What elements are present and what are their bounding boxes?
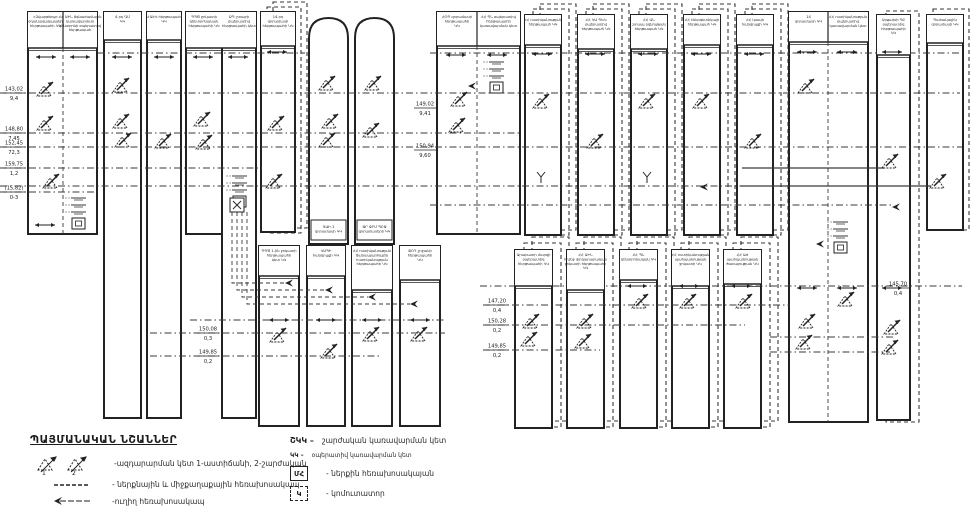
elevation-label-top: 147,20 — [487, 298, 507, 305]
elevation-label-top: 149,85 — [198, 349, 218, 356]
column-23 — [789, 12, 868, 422]
column-1 — [104, 12, 141, 418]
column-header-text: Արարատի մարզի օպերատիվ հերթապահի ԿԿ — [516, 253, 551, 266]
elevation-label-top: (15,82) — [4, 185, 24, 192]
column-header-text: ՀՀ ԿԱ ՊԵԿ օպերատիվ հերթապահ ԿԿ — [581, 18, 611, 31]
elevation-label-bottom: 0,4 — [492, 308, 502, 314]
abbr-kk-text: օպերատիվ կառավարման կետ — [311, 452, 412, 459]
column-header-text: ՀՀ ոստիկանության պահպանության ջոկատի ԿԿ — [671, 253, 710, 266]
elevation-label-bottom: 72,3 — [8, 150, 20, 156]
internal-phone-box-icon — [72, 218, 85, 229]
elevation-label-top: 145,70 — [888, 281, 908, 288]
column-header-text: ՀՀ ԱՆ շտապ օգնության հերթապահ ԿԿ — [632, 18, 666, 31]
column-header-text: ՀՀ կապի հանգույցի ԿԿ — [741, 18, 769, 27]
abbr-switchboard-text: - կոմուտատոր — [326, 489, 385, 498]
elevation-label-top: 150,28 — [487, 318, 507, 325]
column-header-text: ՀՀ ոստիկանության ճանապարհային ոստիկանության հերթապահի ԿԿ — [353, 249, 391, 267]
column-2 — [147, 12, 181, 418]
internal-phone-box-icon: ՄՀ — [290, 466, 308, 481]
elevation-label-bottom: 0,2 — [203, 359, 213, 365]
elevation-label-bottom: 0,2 — [492, 328, 502, 334]
abbr-shkk-text: շարժական կառավարման կետ — [321, 436, 447, 445]
column-24 — [877, 15, 910, 420]
column-header-text: ՀՀ էներգետիկայի հերթապահ ԿԿ — [684, 18, 720, 27]
legend-title: ՊԱՅՄԱՆԱԿԱՆ ՆՇԱՆՆԵՐ — [30, 434, 177, 446]
column-header-text: ՔՊ շտաբի օպերատիվ հերթապահի կետ — [222, 15, 256, 28]
column-header-text: ՀՀ ոստիկանության հերթապահ ԿԿ — [524, 18, 562, 27]
alert-triangle-pair-icon — [32, 450, 94, 476]
column-header-text: ԿԱՊԻ հանգույցի ԿԿ — [312, 249, 340, 258]
dashed-line-icon — [52, 481, 92, 489]
abbr-shkk-key: ՇԿԿ – — [290, 436, 314, 445]
column-12 — [684, 15, 720, 235]
elevation-label-top: 149,02 — [415, 101, 435, 108]
column-header-text: ՊՊԾ ջոկատի կենտրոնական հերթապահի ԿԿ — [188, 15, 220, 28]
column-header-text: ՀՀ ՊՆ կենտրոնական ԿԿ — [620, 253, 657, 262]
column-7 — [355, 18, 394, 244]
arch-bottom-label-text: ԳԱԻ-1 զորամասի ԿԿ — [314, 225, 343, 234]
elevation-label-top: 149,85 — [487, 343, 507, 350]
internal-phone-box-icon — [490, 82, 503, 93]
elevation-label-bottom: 1,2 — [9, 171, 19, 177]
elevation-label-bottom: 0,3 — [203, 336, 213, 342]
arrow-line-icon — [52, 496, 92, 506]
elevation-label-top: 152,45 — [4, 140, 24, 147]
column-header-text: «Զվարթնոց» օդանավակայանի հերթապահի ԿԿ — [28, 15, 63, 28]
column-header-text: Պահակային զորամասի ԿԿ — [931, 18, 959, 27]
elevation-label-top: 143,02 — [4, 86, 24, 93]
abbr-phone-text: - ներքին հեռախոսակայան — [326, 469, 435, 478]
elevation-label-bottom: 0,4 — [893, 291, 903, 297]
switchboard-box-icon: Կ — [290, 486, 308, 501]
abbr-kk-key: ԿԿ – — [290, 452, 304, 459]
arch-bottom-label-text: ՋՐ ՋՐՄ ՊԲՋ զորամասերի ԿԿ — [358, 225, 391, 234]
elevation-label-top: 159,75 — [4, 161, 24, 168]
column-9 — [525, 15, 561, 235]
column-header-text: ՊՊԾ 1-ին ջոկատի հերթապահի կետ ԿԿ — [261, 249, 297, 262]
elevation-label-bottom: 0,2 — [492, 353, 502, 359]
column-header-text: ՀՀ ԱԻՆ ճգնաժամային կառավարման կենտրոնի օպերատիվ հերթապահ — [58, 15, 102, 33]
column-4 — [222, 12, 256, 418]
legend-num-1: 1 — [42, 470, 46, 476]
column-header-text: 14 զորամասի ԿԿ — [794, 15, 823, 24]
internal-phone-box-icon — [834, 242, 847, 253]
elevation-label-bottom: 9,4 — [9, 96, 19, 102]
elevation-label-bottom: 7,45 — [8, 136, 20, 142]
legend — [28, 432, 958, 508]
column-header-text: ՀՀ ոստիկանության օպերատիվ կառավարման կետ — [829, 15, 867, 28]
column-6 — [309, 18, 348, 244]
column-header-text: ՋՕԴ շրջանի հերթապահի ԿԿ — [407, 249, 433, 262]
column-header-text: 4-րդ ԳՄ ԿԿ — [115, 15, 130, 24]
elevation-label-bottom: 9,60 — [419, 153, 431, 159]
column-header-text: ՀՕՊ զորամասի հերթապահի ԿԿ — [441, 15, 473, 28]
column-13 — [737, 15, 773, 235]
legend-item-3-text: -ուղիղ հեռախոսակապ — [112, 496, 205, 506]
column-header-text: ՀՀ ԱԻՆ հրշեջ փրկարարական ջոկատի հերթապահի ԿԿ — [564, 253, 607, 271]
column-header-text: ՀՀ ՊՆ օպերատիվ հերթապահի կառավարման կետ — [480, 15, 517, 28]
elevation-label-bottom: 9,41 — [419, 111, 431, 117]
column-25 — [927, 15, 963, 230]
legend-item-1-text: -ազդարարման կետ 1-աստիճանի, 2-շարժական — [114, 458, 307, 468]
legend-item-2-text: - ներքնային և միջքաղաքային հեռախոսակապ — [112, 480, 300, 489]
elevation-label-top: 150,08 — [198, 326, 218, 333]
column-header-text: 14-րդ զորամասի հերթապահի ԿԿ — [262, 15, 294, 28]
elevation-label-top: 148,80 — [4, 126, 24, 133]
column-header-text: ՀՀ ԱԺ պահպանության ծառայության ԿԿ — [726, 253, 759, 266]
column-header-text: ՀԱԷԿ հերթապահ ԿԿ — [147, 15, 181, 24]
elevation-label-top: 150,94 — [415, 143, 435, 150]
elevation-label-bottom: 0-3 — [9, 195, 19, 201]
legend-num-2: 2 — [72, 470, 76, 476]
column-header-text: Արցախի ՊԲ օպերատիվ հերթապահի ԿԿ — [881, 18, 906, 36]
